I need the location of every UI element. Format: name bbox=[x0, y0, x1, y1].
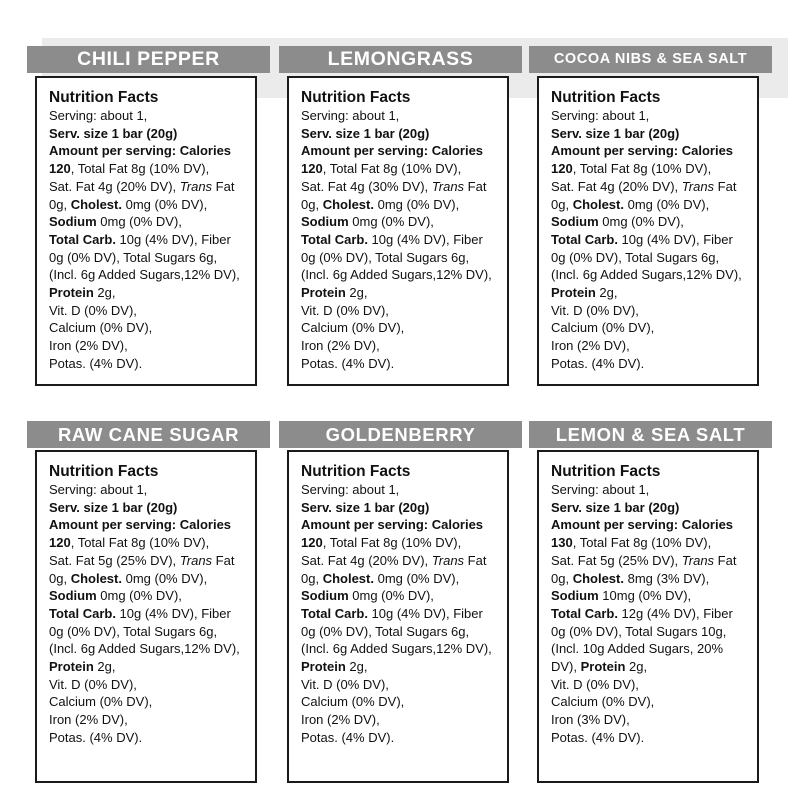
protein-label: Protein bbox=[301, 659, 346, 675]
carb-label: Total Carb. bbox=[301, 231, 368, 247]
total-fat: , Total Fat 8g (10% DV), bbox=[322, 535, 462, 551]
potassium-line: Potas. (4% DV). bbox=[301, 355, 395, 371]
trans-fat-value: 0g, bbox=[551, 196, 573, 212]
serving-line: Serving: about 1, bbox=[49, 482, 148, 497]
protein-label: Protein bbox=[49, 659, 94, 675]
vitamin-d-line: Vit. D (0% DV), bbox=[551, 302, 639, 318]
carb-line bbox=[551, 231, 757, 249]
cholesterol-line bbox=[49, 196, 255, 214]
serving-size: Serv. size 1 bar (20g) bbox=[49, 125, 178, 141]
sodium-value: 0mg (0% DV), bbox=[96, 588, 182, 604]
amount-line bbox=[551, 142, 757, 160]
carb-line bbox=[301, 605, 507, 623]
protein-label: Protein bbox=[49, 285, 94, 301]
sat-fat: Sat. Fat 4g (20% DV), bbox=[49, 178, 180, 194]
carb-value: 10g (4% DV), Fiber bbox=[367, 231, 483, 247]
sat-fat-line bbox=[551, 178, 757, 196]
amount-label: Amount per serving: Calories bbox=[551, 143, 734, 159]
trans-label: Trans bbox=[431, 178, 465, 194]
nutrition-facts-box bbox=[35, 76, 257, 386]
serving-size: Serv. size 1 bar (20g) bbox=[551, 125, 680, 141]
vitamin-d-line: Vit. D (0% DV), bbox=[49, 676, 137, 692]
carb-value: 10g (4% DV), Fiber bbox=[367, 605, 483, 621]
nutrition-facts-title: Nutrition Facts bbox=[301, 89, 411, 106]
vitamin-d-line: Vit. D (0% DV), bbox=[301, 676, 389, 692]
protein-label: Protein bbox=[301, 285, 346, 301]
added-sugars-line: (Incl. 6g Added Sugars,12% DV), bbox=[49, 267, 240, 283]
serving-size-line bbox=[551, 125, 757, 143]
protein-label: Protein bbox=[580, 659, 626, 675]
carb-line bbox=[301, 231, 507, 249]
protein-line bbox=[301, 284, 507, 302]
cholesterol-value: 0mg (0% DV), bbox=[373, 196, 460, 212]
cholesterol-value: 0mg (0% DV), bbox=[373, 570, 460, 586]
amount-line bbox=[301, 516, 507, 534]
sat-fat-line bbox=[49, 178, 255, 196]
cholesterol-label: Cholest. bbox=[572, 570, 624, 586]
potassium-line: Potas. (4% DV). bbox=[551, 355, 645, 371]
sodium-value: 0mg (0% DV), bbox=[598, 214, 684, 230]
calories-line bbox=[301, 534, 507, 552]
cholesterol-label: Cholest. bbox=[322, 196, 374, 212]
sodium-label: Sodium bbox=[301, 588, 349, 604]
trans-label: Trans bbox=[179, 552, 213, 568]
nutrition-facts-title: Nutrition Facts bbox=[301, 463, 411, 480]
iron-line: Iron (2% DV), bbox=[49, 338, 128, 354]
potassium-line: Potas. (4% DV). bbox=[49, 729, 143, 745]
calories-value: 120 bbox=[49, 161, 71, 177]
serving-line: Serving: about 1, bbox=[301, 482, 400, 497]
trans-fat-value: 0g, bbox=[301, 570, 323, 586]
amount-label: Amount per serving: Calories bbox=[551, 517, 734, 533]
protein-value: 2g, bbox=[93, 659, 116, 675]
calories-value: 120 bbox=[301, 161, 323, 177]
potassium-line: Potas. (4% DV). bbox=[49, 355, 143, 371]
calories-line bbox=[551, 160, 757, 178]
protein-line bbox=[551, 658, 757, 676]
potassium-line: Potas. (4% DV). bbox=[301, 729, 395, 745]
cholesterol-value: 0mg (0% DV), bbox=[121, 570, 208, 586]
trans-fat-tail: Fat bbox=[714, 178, 737, 194]
trans-fat-value: 0g, bbox=[49, 196, 71, 212]
amount-line bbox=[49, 142, 255, 160]
added-sugars-line: (Incl. 6g Added Sugars,12% DV), bbox=[301, 267, 492, 283]
calories-line bbox=[551, 534, 757, 552]
trans-label: Trans bbox=[179, 178, 213, 194]
protein-value: 2g, bbox=[93, 285, 116, 301]
protein-line bbox=[49, 658, 255, 676]
cholesterol-label: Cholest. bbox=[70, 196, 122, 212]
sugars-line: 0g (0% DV), Total Sugars 10g, bbox=[551, 623, 727, 639]
calcium-line: Calcium (0% DV), bbox=[551, 694, 655, 710]
cholesterol-label: Cholest. bbox=[70, 570, 122, 586]
carb-label: Total Carb. bbox=[551, 605, 618, 621]
serving-line: Serving: about 1, bbox=[551, 108, 650, 123]
added-sugars-line: (Incl. 10g Added Sugars, 20% bbox=[551, 641, 724, 657]
potassium-line: Potas. (4% DV). bbox=[551, 729, 645, 745]
calcium-line: Calcium (0% DV), bbox=[49, 694, 153, 710]
flavor-banner: GOLDENBERRY bbox=[279, 421, 522, 448]
carb-value: 10g (4% DV), Fiber bbox=[115, 231, 231, 247]
iron-line: Iron (2% DV), bbox=[49, 712, 128, 728]
trans-fat-tail: Fat bbox=[212, 552, 235, 568]
total-fat: , Total Fat 8g (10% DV), bbox=[572, 161, 712, 177]
serving-line: Serving: about 1, bbox=[49, 108, 148, 123]
nutrition-facts-box bbox=[287, 450, 509, 783]
cholesterol-value: 0mg (0% DV), bbox=[121, 196, 208, 212]
trans-fat-tail: Fat bbox=[464, 178, 487, 194]
serving-line: Serving: about 1, bbox=[301, 108, 400, 123]
sodium-label: Sodium bbox=[551, 214, 599, 230]
protein-line bbox=[551, 284, 757, 302]
calcium-line: Calcium (0% DV), bbox=[551, 320, 655, 336]
nutrition-facts-title: Nutrition Facts bbox=[49, 463, 159, 480]
serving-size: Serv. size 1 bar (20g) bbox=[301, 125, 430, 141]
protein-value: 2g, bbox=[625, 659, 648, 675]
calories-value: 120 bbox=[49, 535, 71, 551]
sat-fat: Sat. Fat 4g (20% DV), bbox=[551, 178, 682, 194]
carb-value: 10g (4% DV), Fiber bbox=[115, 605, 231, 621]
added-sugars-line: (Incl. 6g Added Sugars,12% DV), bbox=[551, 267, 742, 283]
total-fat: , Total Fat 8g (10% DV), bbox=[70, 535, 210, 551]
calories-line bbox=[301, 160, 507, 178]
dv-continued: DV), bbox=[551, 659, 581, 675]
sodium-label: Sodium bbox=[49, 588, 97, 604]
vitamin-d-line: Vit. D (0% DV), bbox=[49, 302, 137, 318]
sugars-line: 0g (0% DV), Total Sugars 6g, bbox=[301, 623, 470, 639]
serving-size: Serv. size 1 bar (20g) bbox=[49, 499, 178, 515]
amount-label: Amount per serving: Calories bbox=[301, 517, 484, 533]
cholesterol-label: Cholest. bbox=[322, 570, 374, 586]
serving-size: Serv. size 1 bar (20g) bbox=[301, 499, 430, 515]
carb-label: Total Carb. bbox=[551, 231, 618, 247]
serving-line: Serving: about 1, bbox=[551, 482, 650, 497]
carb-line bbox=[49, 231, 255, 249]
carb-value: 10g (4% DV), Fiber bbox=[617, 231, 733, 247]
total-fat: , Total Fat 8g (10% DV), bbox=[572, 535, 712, 551]
flavor-banner: COCOA NIBS & SEA SALT bbox=[529, 46, 772, 73]
sodium-label: Sodium bbox=[49, 214, 97, 230]
sugars-line: 0g (0% DV), Total Sugars 6g, bbox=[49, 249, 218, 265]
amount-line bbox=[551, 516, 757, 534]
total-fat: , Total Fat 8g (10% DV), bbox=[322, 161, 462, 177]
nutrition-facts-title: Nutrition Facts bbox=[551, 463, 661, 480]
calcium-line: Calcium (0% DV), bbox=[49, 320, 153, 336]
cholesterol-line bbox=[551, 570, 757, 588]
added-sugars-line: (Incl. 6g Added Sugars,12% DV), bbox=[49, 641, 240, 657]
sodium-line bbox=[551, 213, 757, 231]
sat-fat: Sat. Fat 5g (25% DV), bbox=[551, 552, 682, 568]
nutrition-facts-box bbox=[537, 76, 759, 386]
protein-line bbox=[301, 658, 507, 676]
sodium-value: 0mg (0% DV), bbox=[348, 588, 434, 604]
vitamin-d-line: Vit. D (0% DV), bbox=[301, 302, 389, 318]
serving-size-line bbox=[49, 125, 255, 143]
carb-label: Total Carb. bbox=[49, 231, 116, 247]
sugars-line: 0g (0% DV), Total Sugars 6g, bbox=[49, 623, 218, 639]
calories-value: 120 bbox=[301, 535, 323, 551]
sodium-label: Sodium bbox=[301, 214, 349, 230]
trans-label: Trans bbox=[681, 178, 715, 194]
cholesterol-line bbox=[551, 196, 757, 214]
sat-fat-line bbox=[49, 552, 255, 570]
carb-value: 12g (4% DV), Fiber bbox=[617, 605, 733, 621]
serving-size-line bbox=[301, 125, 507, 143]
flavor-banner: LEMON & SEA SALT bbox=[529, 421, 772, 448]
calories-value: 130 bbox=[551, 535, 573, 551]
trans-fat-tail: Fat bbox=[212, 178, 235, 194]
calcium-line: Calcium (0% DV), bbox=[301, 694, 405, 710]
protein-value: 2g, bbox=[345, 285, 368, 301]
trans-fat-tail: Fat bbox=[714, 552, 737, 568]
cholesterol-label: Cholest. bbox=[572, 196, 624, 212]
iron-line: Iron (3% DV), bbox=[551, 712, 630, 728]
cholesterol-value: 8mg (3% DV), bbox=[623, 570, 710, 586]
amount-line bbox=[301, 142, 507, 160]
calories-line bbox=[49, 534, 255, 552]
trans-label: Trans bbox=[681, 552, 715, 568]
nutrition-facts-box bbox=[287, 76, 509, 386]
carb-label: Total Carb. bbox=[49, 605, 116, 621]
serving-size-line bbox=[551, 499, 757, 517]
sat-fat: Sat. Fat 4g (20% DV), bbox=[301, 552, 432, 568]
calories-value: 120 bbox=[551, 161, 573, 177]
cholesterol-value: 0mg (0% DV), bbox=[623, 196, 710, 212]
sodium-line bbox=[49, 587, 255, 605]
nutrition-facts-box bbox=[35, 450, 257, 783]
sodium-value: 0mg (0% DV), bbox=[348, 214, 434, 230]
cholesterol-line bbox=[301, 196, 507, 214]
iron-line: Iron (2% DV), bbox=[301, 338, 380, 354]
trans-fat-value: 0g, bbox=[49, 570, 71, 586]
sodium-line bbox=[301, 587, 507, 605]
sodium-value: 10mg (0% DV), bbox=[598, 588, 692, 604]
total-fat: , Total Fat 8g (10% DV), bbox=[70, 161, 210, 177]
flavor-banner: LEMONGRASS bbox=[279, 46, 522, 73]
flavor-banner: RAW CANE SUGAR bbox=[27, 421, 270, 448]
sat-fat: Sat. Fat 5g (25% DV), bbox=[49, 552, 180, 568]
sodium-line bbox=[551, 587, 757, 605]
serving-size-line bbox=[301, 499, 507, 517]
trans-fat-tail: Fat bbox=[464, 552, 487, 568]
amount-label: Amount per serving: Calories bbox=[49, 143, 232, 159]
cholesterol-line bbox=[301, 570, 507, 588]
amount-line bbox=[49, 516, 255, 534]
amount-label: Amount per serving: Calories bbox=[301, 143, 484, 159]
vitamin-d-line: Vit. D (0% DV), bbox=[551, 676, 639, 692]
nutrition-facts-title: Nutrition Facts bbox=[49, 89, 159, 106]
sat-fat-line bbox=[301, 552, 507, 570]
trans-fat-value: 0g, bbox=[301, 196, 323, 212]
carb-line bbox=[551, 605, 757, 623]
sodium-line bbox=[301, 213, 507, 231]
cholesterol-line bbox=[49, 570, 255, 588]
trans-label: Trans bbox=[431, 552, 465, 568]
sodium-line bbox=[49, 213, 255, 231]
iron-line: Iron (2% DV), bbox=[551, 338, 630, 354]
sat-fat: Sat. Fat 4g (30% DV), bbox=[301, 178, 432, 194]
protein-value: 2g, bbox=[345, 659, 368, 675]
protein-value: 2g, bbox=[595, 285, 618, 301]
flavor-banner: CHILI PEPPER bbox=[27, 46, 270, 73]
sodium-label: Sodium bbox=[551, 588, 599, 604]
sugars-line: 0g (0% DV), Total Sugars 6g, bbox=[551, 249, 720, 265]
serving-size-line bbox=[49, 499, 255, 517]
calories-line bbox=[49, 160, 255, 178]
sat-fat-line bbox=[301, 178, 507, 196]
nutrition-facts-box bbox=[537, 450, 759, 783]
protein-line bbox=[49, 284, 255, 302]
serving-size: Serv. size 1 bar (20g) bbox=[551, 499, 680, 515]
protein-label: Protein bbox=[551, 285, 596, 301]
sodium-value: 0mg (0% DV), bbox=[96, 214, 182, 230]
added-sugars-line: (Incl. 6g Added Sugars,12% DV), bbox=[301, 641, 492, 657]
amount-label: Amount per serving: Calories bbox=[49, 517, 232, 533]
sat-fat-line bbox=[551, 552, 757, 570]
nutrition-facts-title: Nutrition Facts bbox=[551, 89, 661, 106]
carb-line bbox=[49, 605, 255, 623]
calcium-line: Calcium (0% DV), bbox=[301, 320, 405, 336]
trans-fat-value: 0g, bbox=[551, 570, 573, 586]
iron-line: Iron (2% DV), bbox=[301, 712, 380, 728]
carb-label: Total Carb. bbox=[301, 605, 368, 621]
sugars-line: 0g (0% DV), Total Sugars 6g, bbox=[301, 249, 470, 265]
